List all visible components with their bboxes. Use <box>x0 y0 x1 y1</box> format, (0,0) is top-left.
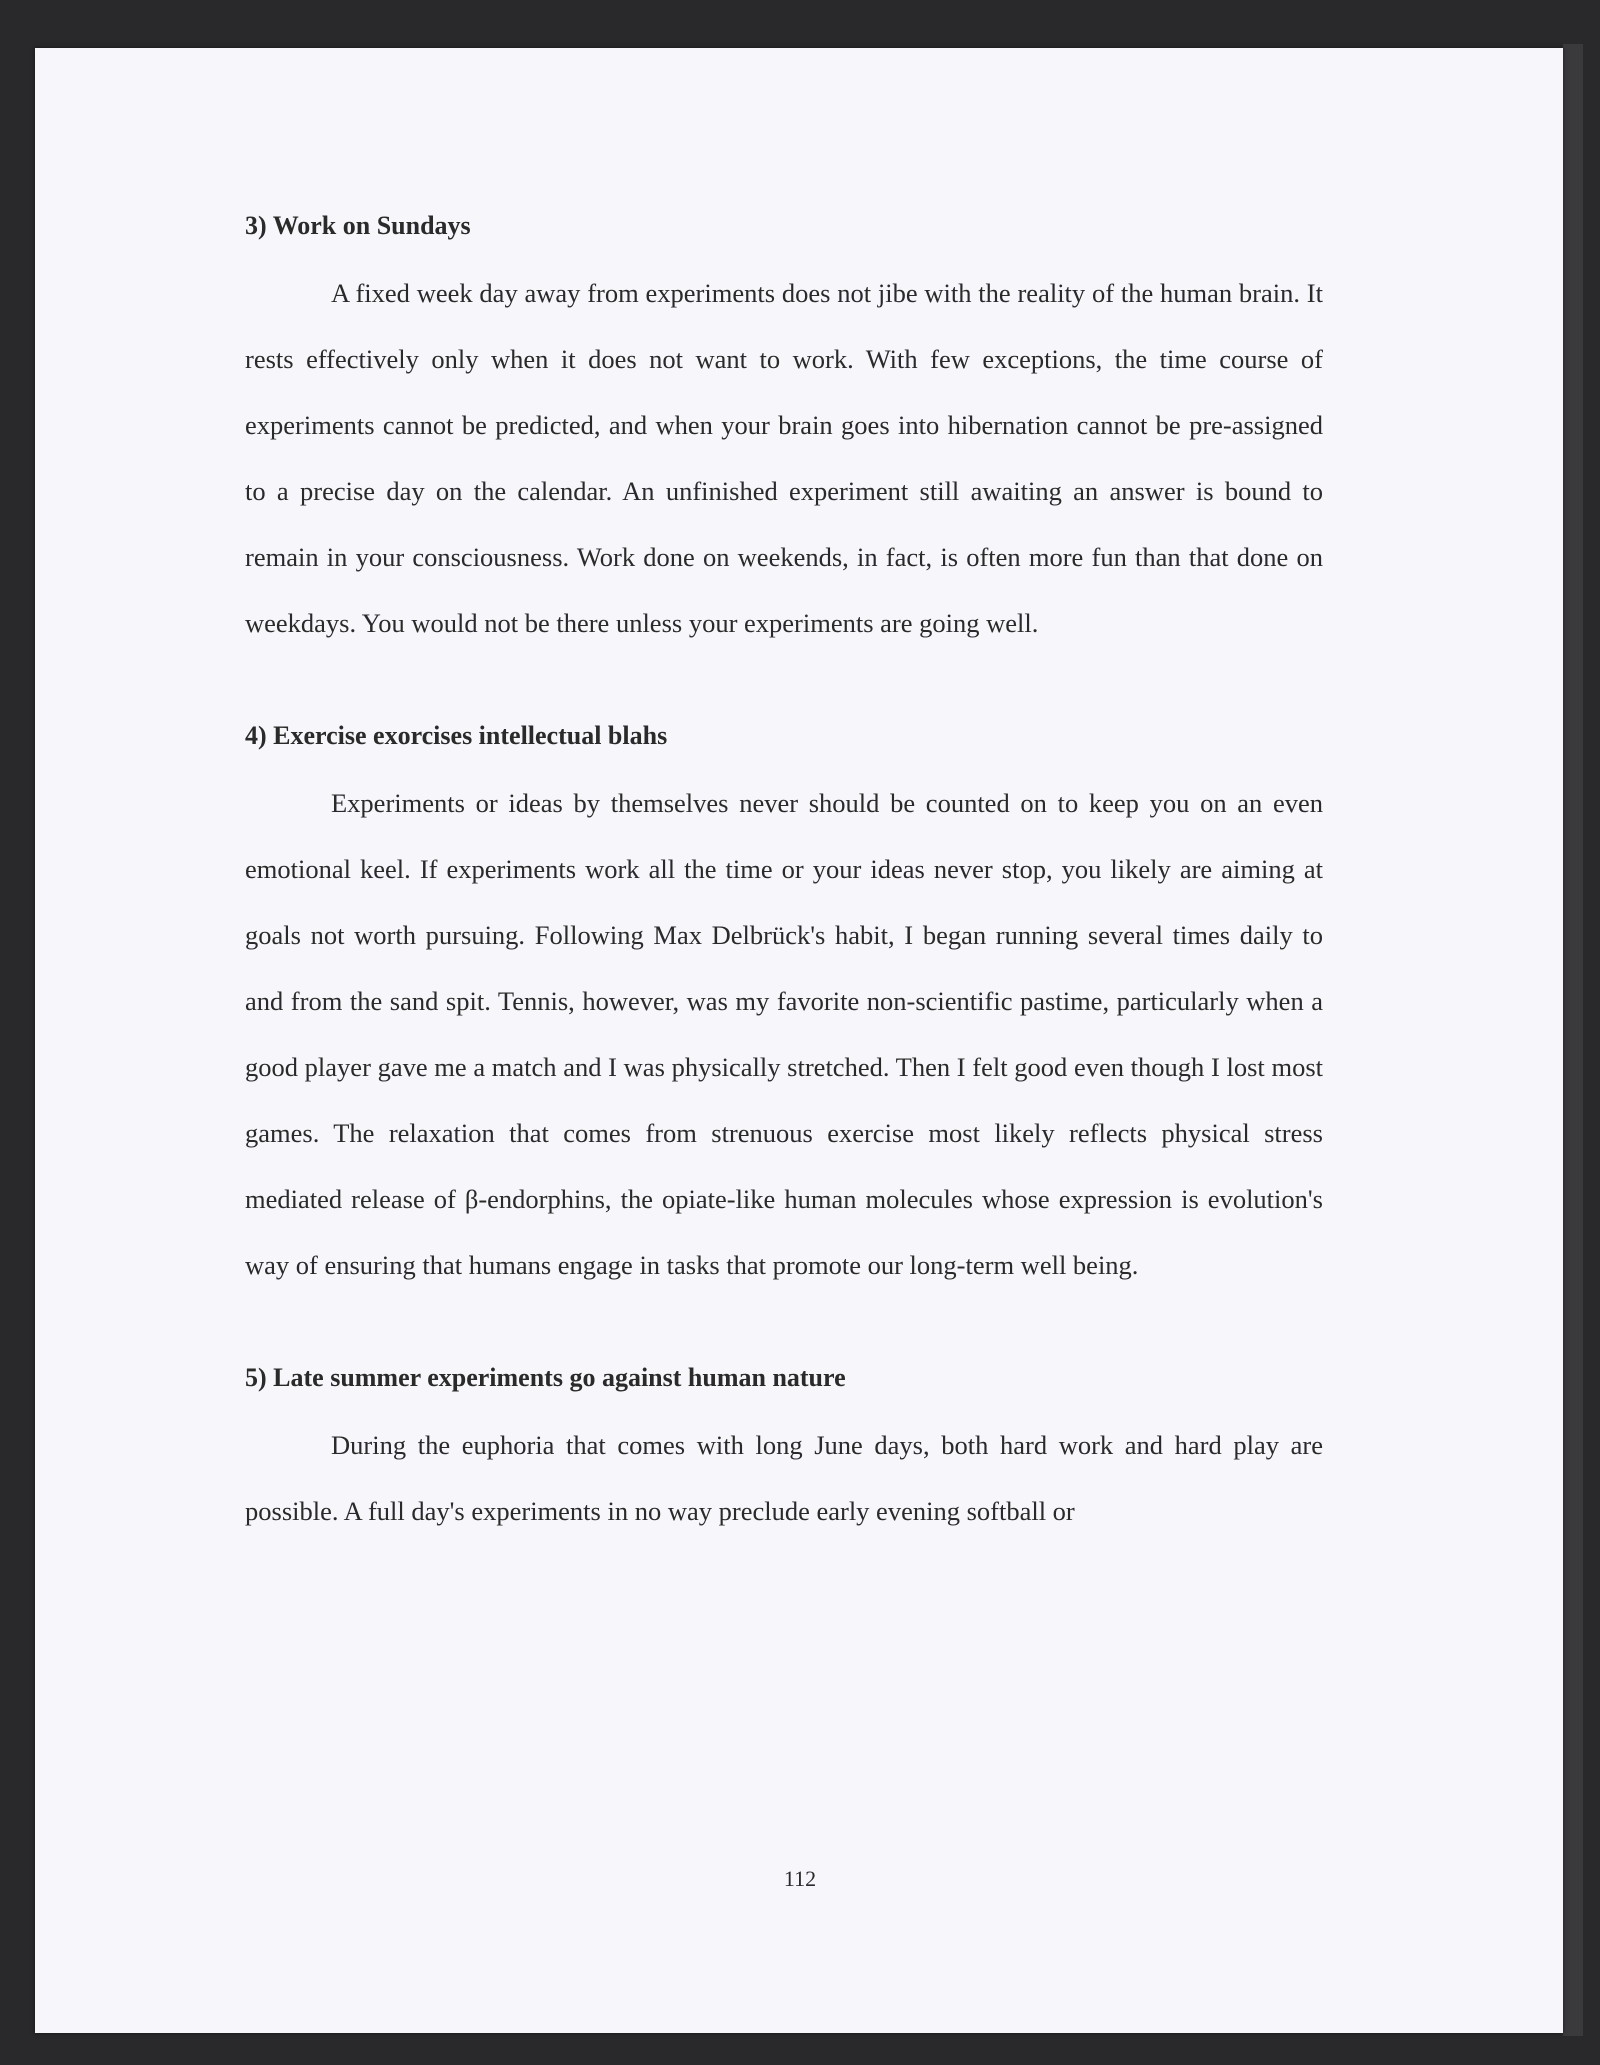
section-heading: 4) Exercise exorcises intellectual blahs <box>245 721 668 750</box>
scan-edge-strip <box>1563 44 1583 2036</box>
section-body: During the euphoria that comes with long June days, both hard work and hard play are possible. A full day's experiments in no way preclude early evening softball or <box>245 1430 1323 1526</box>
section-work-on-sundays <box>245 210 1323 656</box>
section-heading: 3) Work on Sundays <box>245 211 471 240</box>
section-body: A fixed week day away from experiments does not jibe with the reality of the human brain. It rests effectively only when it does not want to work. With few exceptions, the time course of experiments cannot be predicted, and when your brain goes into hibernation cannot be pre-assigned to a precise day on the calendar. An unfinished experiment still awaiting an answer is bound to remain in your consciousness. Work done on weekends, in fact, is often more fun than that done on weekdays. You would not be there unless your experiments are going well. <box>245 278 1323 638</box>
section-heading: 5) Late summer experiments go against human nature <box>245 1363 846 1392</box>
page-number: 112 <box>783 1866 817 1891</box>
section-late-summer <box>245 1362 1323 1544</box>
section-exercise <box>245 720 1323 1298</box>
section-body: Experiments or ideas by themselves never should be counted on to keep you on an even emotional keel. If experiments work all the time or your ideas never stop, you likely are aiming at goals not worth pursuing. Following Max Delbrück's habit, I began running several times daily to and from the sand spit. Tennis, however, was my favorite non-scientific pastime, particularly when a good player gave me a match and I was physically stretched. Then I felt good even though I lost most games. The relaxation that comes from strenuous exercise most likely reflects physical stress mediated release of β-endorphins, the opiate-like human molecules whose expression is evolution's way of ensuring that humans engage in tasks that promote our long-term well being. <box>245 788 1323 1280</box>
page-content <box>245 210 1323 1544</box>
